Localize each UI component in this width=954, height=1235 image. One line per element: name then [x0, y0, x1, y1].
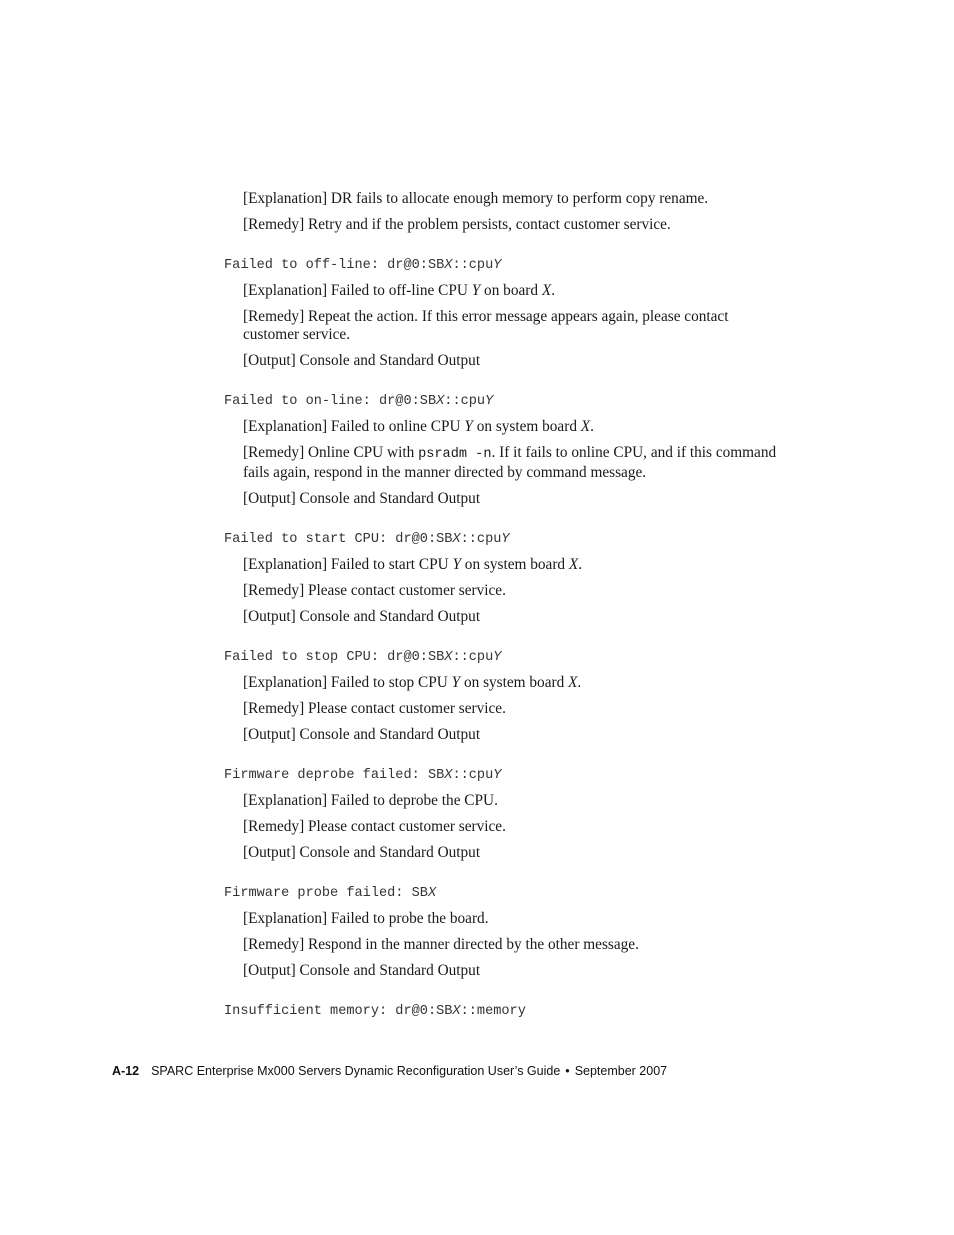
- document-title: SPARC Enterprise Mx000 Servers Dynamic Reconfiguration User’s Guide: [151, 1064, 561, 1078]
- intro-explanation: [Explanation] DR fails to allocate enough memory to perform copy rename.: [243, 190, 709, 207]
- msg-var: X: [427, 886, 437, 901]
- page-footer: [112, 1064, 667, 1078]
- offline-output: [Output] Console and Standard Output: [243, 352, 481, 369]
- msg-var: Y: [501, 532, 510, 547]
- error-message-offline: [224, 258, 954, 274]
- stop-cpu-explanation: [Explanation] Failed to stop CPU Y on system board X.: [243, 674, 582, 691]
- msg-text: Insufficient memory: dr@0:SB: [224, 1004, 453, 1019]
- document-date: September 2007: [574, 1064, 668, 1078]
- msg-var: X: [452, 532, 461, 547]
- msg-var: Y: [493, 768, 502, 783]
- error-message-insufficient-memory: [224, 1004, 954, 1020]
- command-code: psradm -n: [418, 447, 492, 462]
- msg-text: ::cpu: [444, 394, 486, 409]
- offline-remedy: [Remedy] Repeat the action. If this error message appears again, please contact customer service.: [243, 308, 729, 343]
- error-message-deprobe: [224, 768, 954, 784]
- msg-text: ::cpu: [452, 650, 494, 665]
- probe-output: [Output] Console and Standard Output: [243, 962, 481, 979]
- msg-text: Failed to on-line: dr@0:SB: [224, 394, 437, 409]
- msg-var: X: [444, 768, 453, 783]
- msg-var: X: [444, 650, 453, 665]
- msg-var: X: [444, 258, 453, 273]
- deprobe-output: [Output] Console and Standard Output: [243, 844, 481, 861]
- probe-explanation: [Explanation] Failed to probe the board.: [243, 910, 489, 927]
- msg-var: Y: [493, 650, 502, 665]
- online-explanation: [Explanation] Failed to online CPU Y on system board X.: [243, 418, 594, 435]
- msg-var: X: [436, 394, 445, 409]
- msg-text: Firmware deprobe failed: SB: [224, 768, 445, 783]
- deprobe-remedy: [Remedy] Please contact customer service.: [243, 818, 506, 835]
- start-cpu-explanation: [Explanation] Failed to start CPU Y on system board X.: [243, 556, 583, 573]
- error-message-online: [224, 394, 954, 410]
- msg-var: Y: [493, 258, 502, 273]
- msg-text: Failed to start CPU: dr@0:SB: [224, 532, 453, 547]
- deprobe-explanation: [Explanation] Failed to deprobe the CPU.: [243, 792, 498, 809]
- start-cpu-output: [Output] Console and Standard Output: [243, 608, 481, 625]
- footer-bullet: •: [565, 1064, 570, 1078]
- probe-remedy: [Remedy] Respond in the manner directed by the other message.: [243, 936, 639, 953]
- msg-text: ::cpu: [452, 768, 494, 783]
- error-message-stop-cpu: [224, 650, 954, 666]
- stop-cpu-remedy: [Remedy] Please contact customer service.: [243, 700, 506, 717]
- msg-text: Firmware probe failed: SB: [224, 886, 428, 901]
- online-remedy: [Remedy] Online CPU with psradm -n. If it fails to online CPU, and if this command fails again, respond in the manner directed by command message.: [243, 444, 777, 481]
- offline-explanation: [Explanation] Failed to off-line CPU Y on board X.: [243, 282, 556, 299]
- msg-text: ::memory: [460, 1004, 526, 1019]
- msg-text: Failed to off-line: dr@0:SB: [224, 258, 445, 273]
- msg-text: ::cpu: [460, 532, 502, 547]
- msg-text: Failed to stop CPU: dr@0:SB: [224, 650, 445, 665]
- page-number: A-12: [112, 1064, 140, 1078]
- online-output: [Output] Console and Standard Output: [243, 490, 481, 507]
- start-cpu-remedy: [Remedy] Please contact customer service.: [243, 582, 506, 599]
- error-message-start-cpu: [224, 532, 954, 548]
- error-message-probe: [224, 886, 954, 902]
- msg-var: Y: [485, 394, 494, 409]
- msg-text: ::cpu: [452, 258, 494, 273]
- msg-var: X: [452, 1004, 461, 1019]
- stop-cpu-output: [Output] Console and Standard Output: [243, 726, 481, 743]
- intro-remedy: [Remedy] Retry and if the problem persists, contact customer service.: [243, 216, 671, 233]
- page-body: [0, 190, 954, 1028]
